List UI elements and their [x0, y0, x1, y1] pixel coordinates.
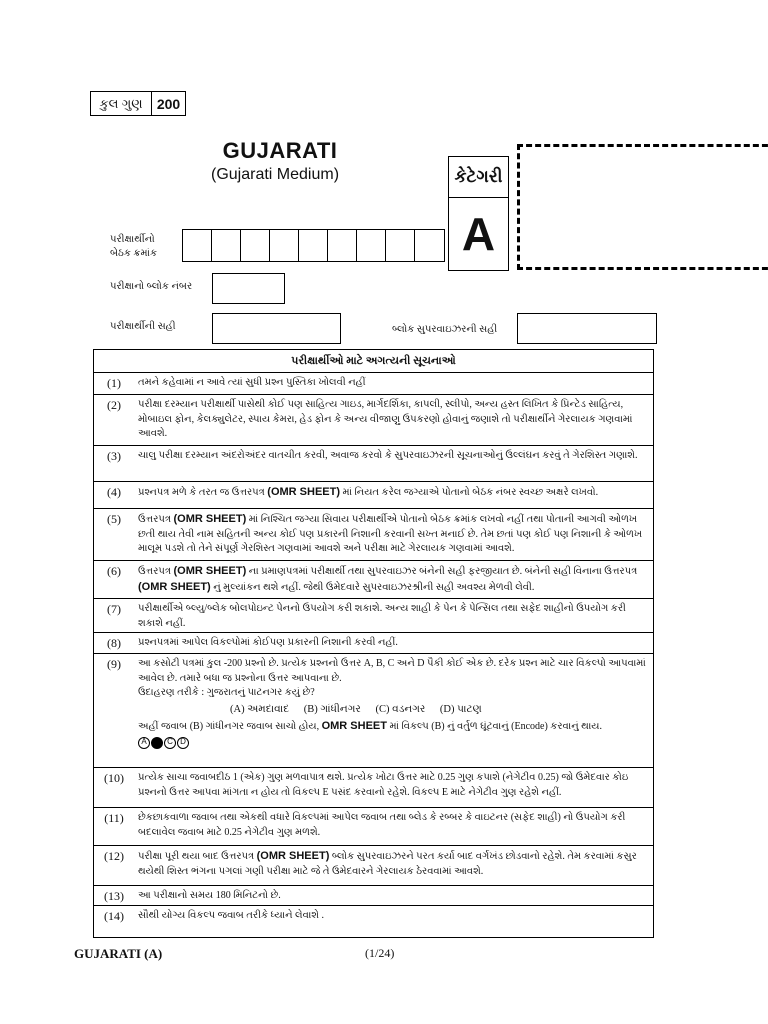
- seat-number-label-line2: બેઠક ક્રમાંક: [110, 248, 158, 259]
- instruction-number: (1): [107, 376, 121, 390]
- instruction-row: [94, 768, 653, 808]
- example-option: (D) પાટણ: [439, 703, 482, 715]
- footer-paper-code: GUJARATI (A): [74, 946, 163, 961]
- instruction-number: (13): [104, 889, 124, 903]
- seat-digit-box[interactable]: [270, 230, 299, 261]
- instruction-text: [134, 482, 653, 508]
- instruction-row: [94, 906, 653, 928]
- example-option: (C) વડનગર: [375, 703, 426, 715]
- instruction-text: ચાલુ પરીક્ષા દરમ્યાન અંદરોઅંદર વાતચીત કરવી, અવાજ કરવો કે સુપરવાઇઝરની સૂચનાઓનું ઉલ્લંઘન કરવું તે ગેરશિસ્ત ગણાશે.: [138, 450, 638, 461]
- total-marks-label: કુલ ગુણ: [91, 92, 152, 115]
- seat-digit-box[interactable]: [241, 230, 270, 261]
- omr-term: OMR SHEET: [321, 720, 387, 732]
- omr-term: (OMR SHEET): [267, 486, 341, 498]
- instruction-row: [94, 446, 653, 482]
- instruction-text: પરીક્ષા દરમ્યાન પરીક્ષાર્થી પાસેથી કોઈ પણ સાહિત્ય ગાઇડ, માર્ગદર્શિકા, કાપલી, સ્લીપો, અન્ય હસ્ત લિખિત કે પ્રિન્ટેડ સાહિત્ય, મોબાઇલ ફોન, કેલક્યુલેટર, સ્પાય કેમરા, હેડ ફોન કે અન્ય વીજાણુ ઉપકરણો હોવાનું જણાશે તો પરીક્ષાર્થીને ગેરલાયક ગણવામાં આવશે.: [138, 399, 633, 439]
- bubble-d: D: [177, 737, 189, 749]
- instruction-line: આ કસોટી પત્રમાં કુલ -200 પ્રશ્નો છે. પ્રત્યેક પ્રશ્નનો ઉત્તર A, B, C અને D પૈકી કોઈ એક છે. દરેક પ્રશ્ન માટે ચાર વિકલ્પો આપવામાં આવેલ છે. તમારે બધા જ પ્રશ્નોના ઉત્તર આપવાના છે.: [138, 658, 646, 684]
- bubble-a: A: [138, 737, 150, 749]
- instruction-row: [94, 808, 653, 846]
- category-value: A: [448, 198, 509, 271]
- omr-term: (OMR SHEET): [138, 580, 211, 593]
- bubble-b-filled: [151, 737, 163, 749]
- instruction-row: [94, 509, 653, 561]
- instruction-row: [94, 886, 653, 906]
- example-bubbles: [138, 737, 647, 749]
- instruction-text: સૌથી યોગ્ય વિકલ્પ જવાબ તરીકે ધ્યાને લેવાશે .: [138, 910, 324, 921]
- text-part: બ્લોક સુપરવાઇઝરને પરત કર્યા બાદ વર્ગખંડ છોડવાનો રહેશે. તેમ કરવામાં કસુર થયેથી શિસ્ત ભંગના પગલાં ગણી પરીક્ષા માટે જે તે ઉમેદવારને ગેરલાયક ઠેરવવામાં આવશે.: [138, 851, 637, 877]
- instructions-box: [93, 349, 654, 938]
- instruction-row: [94, 599, 653, 633]
- example-answer: [138, 719, 647, 735]
- instruction-row: [94, 633, 653, 654]
- seat-number-label: [110, 233, 157, 261]
- example-option: (A) અમદાવાદ: [230, 703, 290, 715]
- block-number-box[interactable]: [212, 273, 285, 304]
- instruction-number: (9): [107, 657, 121, 671]
- omr-term: (OMR SHEET): [256, 850, 330, 862]
- instruction-text: [134, 654, 653, 767]
- instruction-number: (6): [107, 564, 121, 578]
- seat-digit-box[interactable]: [328, 230, 357, 261]
- seat-digit-box[interactable]: [299, 230, 328, 261]
- instruction-row: [94, 482, 653, 509]
- example-option: (B) ગાંધીનગર: [303, 703, 361, 715]
- instruction-row: [94, 561, 653, 599]
- category-label: કેટેગરી: [448, 156, 509, 198]
- instruction-text: પ્રત્યેક સાચા જવાબદીઠ 1 (એક) ગુણ મળવાપાત્ર થશે. પ્રત્યેક ખોટા ઉત્તર માટે 0.25 ગુણ કપાશે (નેગેટીવ 0.25) જો ઉમેદવાર કોઇ પ્રશ્નનો ઉત્તર આપવા માંગતા ન હોય તો વિકલ્પ E પસંદ કરવાનો રહેશે. વિકલ્પ E માટે નેગેટીવ ગુણ રહેશે નહીં.: [138, 772, 629, 798]
- text-part: ના પ્રમાણપત્રમાં પરીક્ષાર્થી તથા સુપરવાઇઝર બંનેની સહી ફરજીયાત છે. બંનેની સહી વિનાના ઉત્તરપત્ર: [246, 566, 638, 577]
- example-question: ઉદાહરણ તરીકે : ગુજરાતનું પાટનગર કયું છે?: [138, 687, 315, 698]
- seat-digit-box[interactable]: [212, 230, 241, 261]
- total-marks-box: [90, 91, 186, 116]
- bubble-c: C: [164, 737, 176, 749]
- instruction-number: (10): [104, 771, 124, 785]
- instruction-text: [134, 509, 653, 560]
- block-number-label: પરીક્ષાનો બ્લોક નંબર: [110, 281, 193, 292]
- candidate-signature-box[interactable]: [212, 313, 341, 344]
- instruction-text: છેકછાકવાળા જવાબ તથા એકથી વધારે વિકલ્પમાં આપેલ જવાબ તથા બ્લેડ કે રબ્બર કે વાઇટનર (સફેદ શાહી) નો ઉપયોગ કરી બદલાવેલ જવાબ માટે 0.25 નેગેટીવ ગુણ મળશે.: [138, 812, 626, 838]
- text-part: માં નિયત કરેલ જગ્યાએ પોતાનો બેઠક નંબર સ્વચ્છ અક્ષરે લખવો.: [340, 487, 599, 498]
- instruction-row: [94, 395, 653, 446]
- seat-digit-box[interactable]: [183, 230, 212, 261]
- candidate-signature-label: પરીક્ષાર્થીની સહી: [110, 321, 176, 332]
- text-part: માં નિશ્ચિત જગ્યા સિવાય પરીક્ષાર્થીએ પોતાનો બેઠક ક્રમાંક લખવો નહીં તથા પોતાની આગવી ઓળખ છતી થાય તેવી નામ સહિતની અન્ય કોઈ પણ પ્રકારની નિશાની કરવાની સખ્ત મનાઈ છે. તેમ છતાં પણ કોઈ પણ નિશાની કે ઓળખ માલૂમ પડશે તો તેને સંપૂર્ણ ગેરશિસ્ત ગણવામાં આવશે અને પરીક્ષા માટે ગેરલાયક ગણવામાં આવશે.: [138, 514, 643, 554]
- instruction-number: (2): [107, 398, 121, 412]
- paper-title: GUJARATI: [222, 138, 338, 163]
- text-part: પરીક્ષા પૂરી થયા બાદ ઉત્તરપત્ર: [138, 851, 257, 862]
- omr-term: (OMR SHEET): [173, 565, 247, 577]
- total-marks-value: 200: [156, 95, 181, 112]
- instruction-number: (3): [107, 449, 121, 463]
- text-part: અહીં જવાબ (B) ગાંધીનગર જવાબ સાચો હોય,: [138, 721, 322, 732]
- instruction-text: આ પરીક્ષાનો સમય 180 મિનિટનો છે.: [138, 890, 281, 901]
- example-options: [230, 703, 647, 718]
- instruction-text: પરીક્ષાર્થીએ બ્લ્યુ/બ્લેક બોલપોઇન્ટ પેનનો ઉપયોગ કરી શકાશે. અન્ય શાહી કે પેન કે પેન્સિલ તથા સફેદ શાહીનો ઉપયોગ કરી શકાશે નહીં.: [138, 603, 626, 629]
- instruction-row: [94, 846, 653, 886]
- seat-digit-box[interactable]: [415, 230, 444, 261]
- instruction-text: તમને કહેવામાં ન આવે ત્યાં સુધી પ્રશ્ન પુસ્તિકા ખોલવી નહીં: [138, 377, 366, 388]
- instruction-number: (12): [104, 849, 124, 863]
- instruction-number: (5): [107, 512, 121, 526]
- text-part: ઉત્તરપત્ર: [138, 514, 174, 525]
- omr-term: (OMR SHEET): [173, 513, 247, 525]
- instruction-row: [94, 373, 653, 395]
- barcode-dashed-area: [517, 144, 768, 270]
- text-part: પ્રશ્નપત્ર મળે કે તરત જ ઉત્તરપત્ર: [138, 487, 268, 498]
- text-part: ઉત્તરપત્ર: [138, 566, 174, 577]
- instruction-row: [94, 654, 653, 768]
- instruction-text: [134, 561, 653, 598]
- supervisor-signature-box[interactable]: [517, 313, 657, 344]
- supervisor-signature-label: બ્લોક સુપરવાઇઝરની સહી: [392, 324, 498, 335]
- text-part: નું મુલ્યાંકન થશે નહીં. જેથી ઉમેદવારે સુપરવાઇઝરશ્રીની સહી અવશ્ય મેળવી લેવી.: [210, 581, 535, 593]
- instruction-number: (11): [104, 811, 124, 825]
- text-part: માં વિકલ્પ (B) નું વર્તુળ ઘૂંટવાનું (Encode) કરવાનું થાય.: [386, 721, 602, 732]
- instruction-number: (14): [104, 909, 124, 923]
- instruction-number: (7): [107, 602, 121, 616]
- seat-digit-box[interactable]: [357, 230, 386, 261]
- paper-subtitle: (Gujarati Medium): [210, 166, 340, 183]
- footer-page-number: (1/24): [365, 946, 395, 960]
- instruction-text: [134, 846, 653, 885]
- instructions-heading: પરીક્ષાર્થીઓ માટે અગત્યની સૂચનાઓ: [94, 350, 653, 373]
- instruction-number: (4): [107, 485, 121, 499]
- seat-number-label-line1: પરીક્ષાર્થીનો: [110, 234, 155, 245]
- seat-digit-box[interactable]: [386, 230, 415, 261]
- instruction-text: પ્રશ્નપત્રમાં આપેલ વિકલ્પોમાં કોઈપણ પ્રકારની નિશાની કરવી નહીં.: [138, 637, 398, 648]
- seat-number-grid[interactable]: [182, 229, 445, 262]
- instruction-number: (8): [107, 636, 121, 650]
